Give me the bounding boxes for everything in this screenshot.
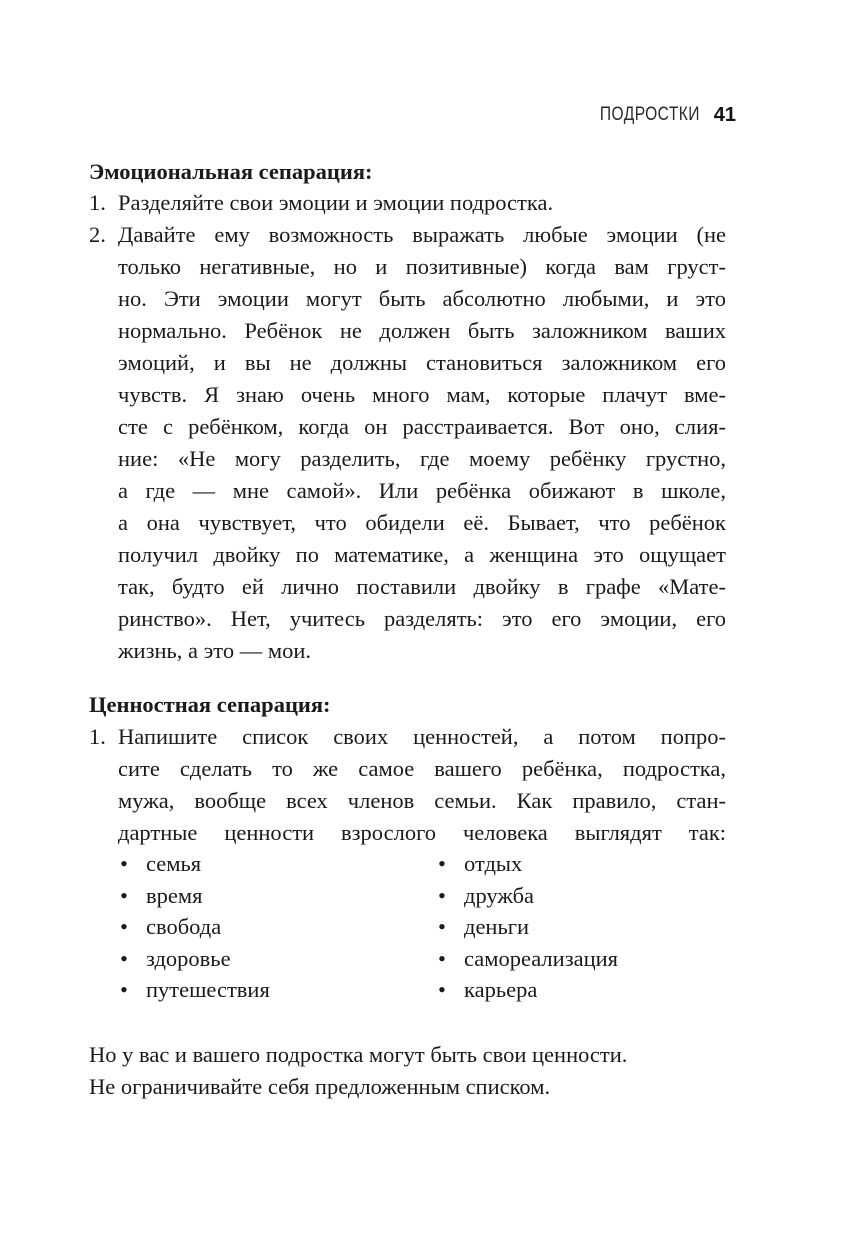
list-item-line: получил двойку по математике, а женщина это ощущает [118,542,726,567]
list-item-line: так, будто ей лично поставили двойку в графе «Мате- [118,574,726,599]
value-label: здоровье [146,946,231,971]
list-item-line: дартные ценности взрослого человека выглядят так: [118,820,726,845]
value-label: свобода [146,914,222,939]
bullet-icon: • [438,851,446,876]
list-item-line: сте с ребёнком, когда он расстраивается. Вот оно, слия- [118,414,726,439]
bullet-icon: • [120,977,128,1002]
bullet-icon: • [120,946,128,971]
bullet-icon: • [438,946,446,971]
list-item-line: а она чувствует, что обидели её. Бывает, что ребёнок [118,510,726,535]
list-item-line: а где — мне самой». Или ребёнка обижают в школе, [118,478,726,503]
list-item-line: но. Эти эмоции могут быть абсолютно любыми, и это [118,286,726,311]
list-item-line: нормально. Ребёнок не должен быть заложником ваших [118,318,726,343]
list-item-line: эмоций, и вы не должны становиться заложником его [118,350,726,375]
value-list-item [120,974,270,1006]
bullet-icon: • [438,914,446,939]
closing-paragraph-line: Но у вас и вашего подростка могут быть свои ценности. [89,1042,628,1067]
closing-paragraph-line: Не ограничивайте себя предложенным списком. [89,1074,551,1099]
value-list-item [438,880,534,912]
value-list-item [120,880,202,912]
value-list-item [438,911,529,943]
list-item-line: жизнь, а это — мои. [118,638,311,663]
list-number: 2. [89,222,106,247]
bullet-icon: • [120,914,128,939]
running-header [578,100,736,130]
list-item-line: ринство». Нет, учитесь разделять: это его эмоции, его [118,606,726,631]
list-item-line: чувств. Я знаю очень много мам, которые плачут вме- [118,382,726,407]
bullet-icon: • [120,851,128,876]
list-number: 1. [89,190,106,215]
value-list-item [438,943,618,975]
value-label: время [146,883,203,908]
list-number: 1. [89,724,106,749]
bullet-icon: • [120,883,128,908]
value-list-item [120,848,201,880]
section-heading-emotional: Эмоциональная сепарация: [89,159,373,184]
value-label: деньги [464,914,530,939]
list-item-line: мужа, вообще всех членов семьи. Как правило, стан- [118,788,726,813]
running-header-section: ПОДРОСТКИ [599,104,700,125]
bullet-icon: • [438,883,446,908]
list-item-line: Разделяйте свои эмоции и эмоции подростка. [118,190,554,215]
value-label: путешествия [146,977,270,1002]
section-heading-values: Ценностная сепарация: [89,692,331,717]
value-list-item [438,848,522,880]
list-item-line: только негативные, но и позитивные) когда вам груст- [118,254,726,279]
value-label: самореализация [464,946,619,971]
list-item-line: сите сделать то же самое вашего ребёнка, подростка, [118,756,726,781]
value-label: дружба [464,883,535,908]
value-label: карьера [464,977,538,1002]
value-label: семья [146,851,202,876]
value-list-item [120,943,231,975]
bullet-icon: • [438,977,446,1002]
value-list-item [120,911,221,943]
page-number: 41 [713,103,736,126]
value-label: отдых [464,851,523,876]
list-item-line: Давайте ему возможность выражать любые эмоции (не [118,222,726,247]
list-item-line: Напишите список своих ценностей, а потом попро- [118,724,726,749]
list-item-line: ние: «Не могу разделить, где моему ребёнку грустно, [118,446,726,471]
value-list-item [438,974,537,1006]
